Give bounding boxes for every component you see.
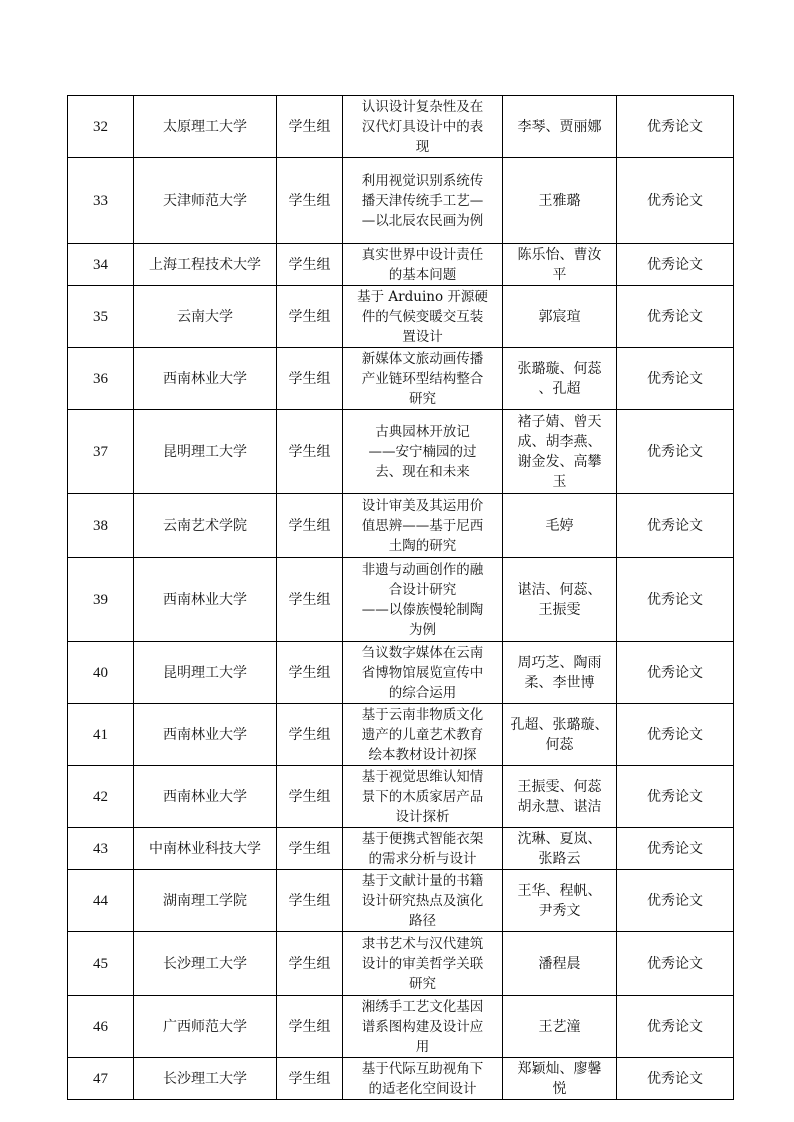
paper-title-line: 值思辨——基于尼西 [361,517,484,534]
paper-title-cell [343,410,503,494]
entry-number-cell: 34 [68,244,134,286]
authors-cell [503,704,617,766]
paper-title-line: 研究 [409,975,436,992]
entry-number-cell: 33 [68,158,134,244]
entry-number-cell: 40 [68,642,134,704]
group-cell: 学生组 [277,704,343,766]
paper-title-line: 置设计 [402,328,443,345]
award-cell: 优秀论文 [617,704,734,766]
paper-title-line: ——安宁楠园的过 [368,443,477,460]
paper-title-cell [343,704,503,766]
table-row [68,96,734,158]
paper-title-cell [343,870,503,932]
paper-title-line: 土陶的研究 [388,537,457,554]
paper-title-line: 谱系图构建及设计应 [361,1018,484,1035]
authors-line: 柔、李世博 [524,674,595,691]
entry-number-cell: 43 [68,828,134,870]
paper-title-cell [343,348,503,410]
paper-title-line: 的需求分析与设计 [368,850,477,867]
paper-title-line: 设计探析 [395,808,450,825]
authors-line: 悦 [552,1080,567,1097]
authors-line: 王雅璐 [538,192,581,209]
school-cell: 上海工程技术大学 [134,244,277,286]
paper-title-line: 古典园林开放记 [375,423,470,440]
award-cell: 优秀论文 [617,96,734,158]
award-cell: 优秀论文 [617,1058,734,1100]
authors-line: 谢金发、高攀 [517,453,602,470]
authors-line: 潘程晨 [538,955,581,972]
entry-number-cell: 46 [68,996,134,1058]
group-cell: 学生组 [277,348,343,410]
table-row [68,244,734,286]
entry-number-cell: 38 [68,494,134,558]
authors-cell [503,828,617,870]
group-cell: 学生组 [277,932,343,996]
paper-title-line: 利用视觉识别系统传 [361,172,484,189]
award-cell: 优秀论文 [617,932,734,996]
paper-title-cell [343,932,503,996]
school-cell: 昆明理工大学 [134,410,277,494]
authors-cell [503,932,617,996]
authors-cell [503,1058,617,1100]
paper-title-cell [343,244,503,286]
entry-number-cell: 39 [68,558,134,642]
authors-cell [503,494,617,558]
paper-title-line: 绘本教材设计初探 [368,746,477,763]
paper-title-line: 遗产的儿童艺术教育 [361,726,484,743]
school-cell: 中南林业科技大学 [134,828,277,870]
paper-title-line: 为例 [409,621,436,638]
authors-line: 李琴、贾丽娜 [517,118,602,135]
paper-title-line: 的适老化空间设计 [368,1080,477,1097]
authors-line: 胡永慧、谌洁 [517,798,602,815]
authors-cell [503,244,617,286]
table-row [68,410,734,494]
paper-title-line: 基于云南非物质文化 [361,706,484,723]
authors-line: 周巧芝、陶雨 [517,654,602,671]
school-cell: 云南大学 [134,286,277,348]
paper-title-line: 现 [415,138,430,155]
paper-title-cell [343,642,503,704]
group-cell: 学生组 [277,828,343,870]
award-cell: 优秀论文 [617,244,734,286]
group-cell: 学生组 [277,494,343,558]
award-cell: 优秀论文 [617,766,734,828]
paper-title-line: 省博物馆展览宣传中 [361,664,484,681]
school-cell: 广西师范大学 [134,996,277,1058]
school-cell: 昆明理工大学 [134,642,277,704]
school-cell: 长沙理工大学 [134,932,277,996]
school-cell: 天津师范大学 [134,158,277,244]
school-cell: 西南林业大学 [134,704,277,766]
award-cell: 优秀论文 [617,870,734,932]
authors-line: 玉 [552,473,567,490]
award-cell: 优秀论文 [617,828,734,870]
school-cell: 西南林业大学 [134,348,277,410]
paper-title-line: 设计审美及其运用价 [361,497,484,514]
paper-title-line: 合设计研究 [388,581,457,598]
school-cell: 长沙理工大学 [134,1058,277,1100]
authors-line: 何蕊 [545,736,574,753]
paper-title-line: 新媒体文旅动画传播 [361,350,484,367]
award-cell: 优秀论文 [617,642,734,704]
paper-title-line: 基于 Arduino 开源硬 [357,288,488,305]
entry-number-cell: 41 [68,704,134,766]
paper-title-cell [343,96,503,158]
authors-line: 平 [552,266,567,283]
award-cell: 优秀论文 [617,996,734,1058]
authors-line: 王华、程帆、 [517,882,602,899]
paper-title-line: 路径 [409,912,436,929]
school-cell: 湖南理工学院 [134,870,277,932]
authors-cell [503,286,617,348]
paper-title-cell [343,494,503,558]
authors-line: 王艺潼 [538,1018,581,1035]
entry-number-cell: 42 [68,766,134,828]
paper-title-cell [343,558,503,642]
entry-number-cell: 45 [68,932,134,996]
table-row [68,158,734,244]
authors-line: 郑颖灿、廖馨 [517,1060,602,1077]
paper-title-line: 汉代灯具设计中的表 [361,118,484,135]
paper-title-line: 去、现在和未来 [375,463,470,480]
entry-number-cell: 44 [68,870,134,932]
authors-line: 毛婷 [545,517,574,534]
award-cell: 优秀论文 [617,286,734,348]
table-row [68,870,734,932]
paper-title-line: 设计的审美哲学关联 [361,955,484,972]
table-row [68,828,734,870]
authors-line: 陈乐怡、曹汝 [517,246,602,263]
school-cell: 西南林业大学 [134,766,277,828]
group-cell: 学生组 [277,558,343,642]
entry-number-cell: 36 [68,348,134,410]
paper-title-line: 的综合运用 [388,684,457,701]
entry-number-cell: 35 [68,286,134,348]
award-cell: 优秀论文 [617,410,734,494]
paper-title-line: 湘绣手工艺文化基因 [361,998,484,1015]
authors-line: 沈琳、夏岚、 [517,830,602,847]
paper-title-cell [343,286,503,348]
paper-title-line: 基于代际互助视角下 [361,1060,484,1077]
paper-title-cell [343,158,503,244]
table-row [68,704,734,766]
table-row [68,286,734,348]
group-cell: 学生组 [277,642,343,704]
paper-title-line: 件的气候变暖交互装 [361,308,484,325]
table-row [68,996,734,1058]
paper-title-line: 的基本问题 [388,266,457,283]
authors-line: 郭宸瑄 [538,308,581,325]
paper-title-line: 隶书艺术与汉代建筑 [361,935,484,952]
paper-title-line: 产业链环型结构整合 [361,370,484,387]
paper-title-line: ——以傣族慢轮制陶 [361,601,484,618]
authors-line: 张璐璇、何蕊 [517,360,602,377]
entry-number-cell: 32 [68,96,134,158]
table-row [68,348,734,410]
entry-number-cell: 37 [68,410,134,494]
paper-title-cell [343,766,503,828]
authors-line: 王振雯、何蕊 [517,778,602,795]
school-cell: 云南艺术学院 [134,494,277,558]
authors-line: 褚子婧、曾天 [517,413,602,430]
award-cell: 优秀论文 [617,348,734,410]
authors-line: 、孔超 [538,380,581,397]
paper-title-line: 设计研究热点及演化 [361,892,484,909]
table-row [68,766,734,828]
table-row [68,494,734,558]
paper-title-line: —以北辰农民画为例 [361,212,484,229]
group-cell: 学生组 [277,158,343,244]
group-cell: 学生组 [277,410,343,494]
paper-title-line: 基于视觉思维认知情 [361,768,484,785]
entry-number-cell: 47 [68,1058,134,1100]
authors-cell [503,870,617,932]
authors-cell [503,96,617,158]
group-cell: 学生组 [277,244,343,286]
paper-title-line: 认识设计复杂性及在 [361,98,484,115]
authors-cell [503,558,617,642]
paper-title-line: 用 [415,1038,430,1055]
authors-cell [503,996,617,1058]
award-table-body [68,96,734,1100]
group-cell: 学生组 [277,870,343,932]
group-cell: 学生组 [277,1058,343,1100]
paper-title-line: 非遗与动画创作的融 [361,561,484,578]
authors-line: 王振雯 [538,601,581,618]
authors-line: 谌洁、何蕊、 [517,581,602,598]
group-cell: 学生组 [277,996,343,1058]
authors-cell [503,348,617,410]
paper-title-line: 播天津传统手工艺— [361,192,484,209]
award-cell: 优秀论文 [617,158,734,244]
award-cell: 优秀论文 [617,558,734,642]
table-row [68,1058,734,1100]
paper-title-line: 研究 [409,390,436,407]
paper-title-cell [343,1058,503,1100]
authors-cell [503,766,617,828]
paper-title-line: 基于便携式智能衣架 [361,830,484,847]
authors-cell [503,642,617,704]
paper-title-line: 刍议数字媒体在云南 [361,644,484,661]
school-cell: 西南林业大学 [134,558,277,642]
authors-cell [503,410,617,494]
paper-title-line: 基于文献计量的书籍 [361,872,484,889]
group-cell: 学生组 [277,766,343,828]
authors-line: 尹秀文 [538,902,581,919]
authors-cell [503,158,617,244]
group-cell: 学生组 [277,96,343,158]
paper-title-cell [343,996,503,1058]
paper-title-cell [343,828,503,870]
authors-line: 张路云 [538,850,581,867]
table-row [68,642,734,704]
group-cell: 学生组 [277,286,343,348]
paper-title-line: 真实世界中设计责任 [361,246,484,263]
award-table [67,95,734,1100]
authors-line: 成、胡李燕、 [517,433,602,450]
table-row [68,932,734,996]
table-row [68,558,734,642]
paper-title-line: 景下的木质家居产品 [361,788,484,805]
authors-line: 孔超、张璐璇、 [510,716,609,733]
school-cell: 太原理工大学 [134,96,277,158]
award-cell: 优秀论文 [617,494,734,558]
